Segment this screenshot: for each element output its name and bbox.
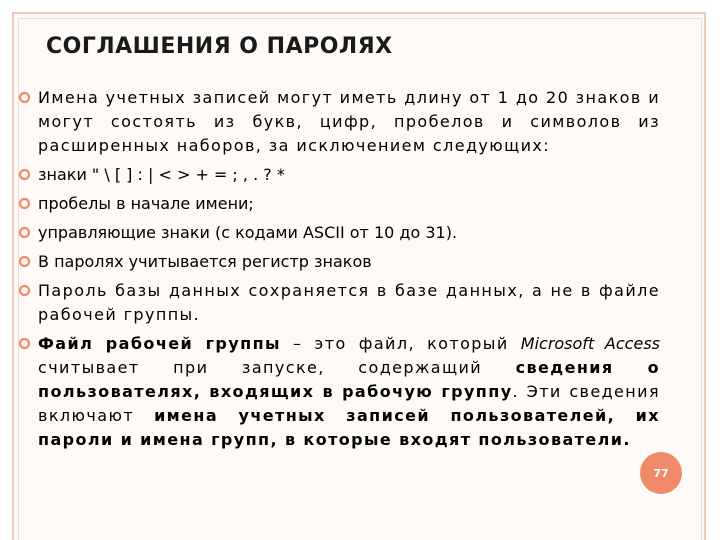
page-number-badge: 77 <box>640 452 682 494</box>
list-item <box>18 86 660 158</box>
bullet-text: . Эти сведения включают <box>38 382 660 425</box>
list-item <box>18 221 660 245</box>
bullet-icon <box>18 255 31 268</box>
list-item <box>18 163 660 187</box>
list-item <box>18 279 660 327</box>
bold-phrase: имена учетных записей пользователей, их пароли и имена групп, в которые входят пользователи. <box>38 406 660 449</box>
bullet-text: пробелы в начале имени; <box>38 194 254 213</box>
bullet-text: Пароль базы данных сохраняется в базе данных, а не в файле рабочей группы. <box>38 281 660 324</box>
bullet-text: В паролях учитывается регистр знаков <box>38 252 372 271</box>
bullet-text: управляющие знаки (с кодами ASCII от 10 до 31). <box>38 223 458 242</box>
bullet-text: Имена учетных записей могут иметь длину от 1 до 20 знаков и могут состоять из букв, цифр, пробелов и символов из расширенных наборов, за исключением следующих: <box>38 88 660 155</box>
list-item <box>18 250 660 274</box>
bullet-icon <box>18 337 31 350</box>
list-item <box>18 192 660 216</box>
term-workgroup-file: Файл рабочей группы <box>38 334 281 353</box>
bullet-text: – это файл, который <box>280 334 521 353</box>
bullet-icon <box>18 168 31 181</box>
bold-phrase: сведения о пользователях, входящих в рабочую группу <box>38 358 660 401</box>
bullet-icon <box>18 197 31 210</box>
bullet-icon <box>18 226 31 239</box>
slide-title: СОГЛАШЕНИЯ О ПАРОЛЯХ <box>46 34 393 59</box>
bullet-icon <box>18 284 31 297</box>
bullet-text: знаки " \ [ ] : | < > + = ; , . ? * <box>38 165 285 184</box>
bullet-list <box>18 86 660 457</box>
bullet-text: считывает при запуске, содержащий <box>38 358 516 377</box>
bullet-icon <box>18 91 31 104</box>
product-name: Microsoft Access <box>520 334 660 353</box>
list-item <box>18 332 660 452</box>
